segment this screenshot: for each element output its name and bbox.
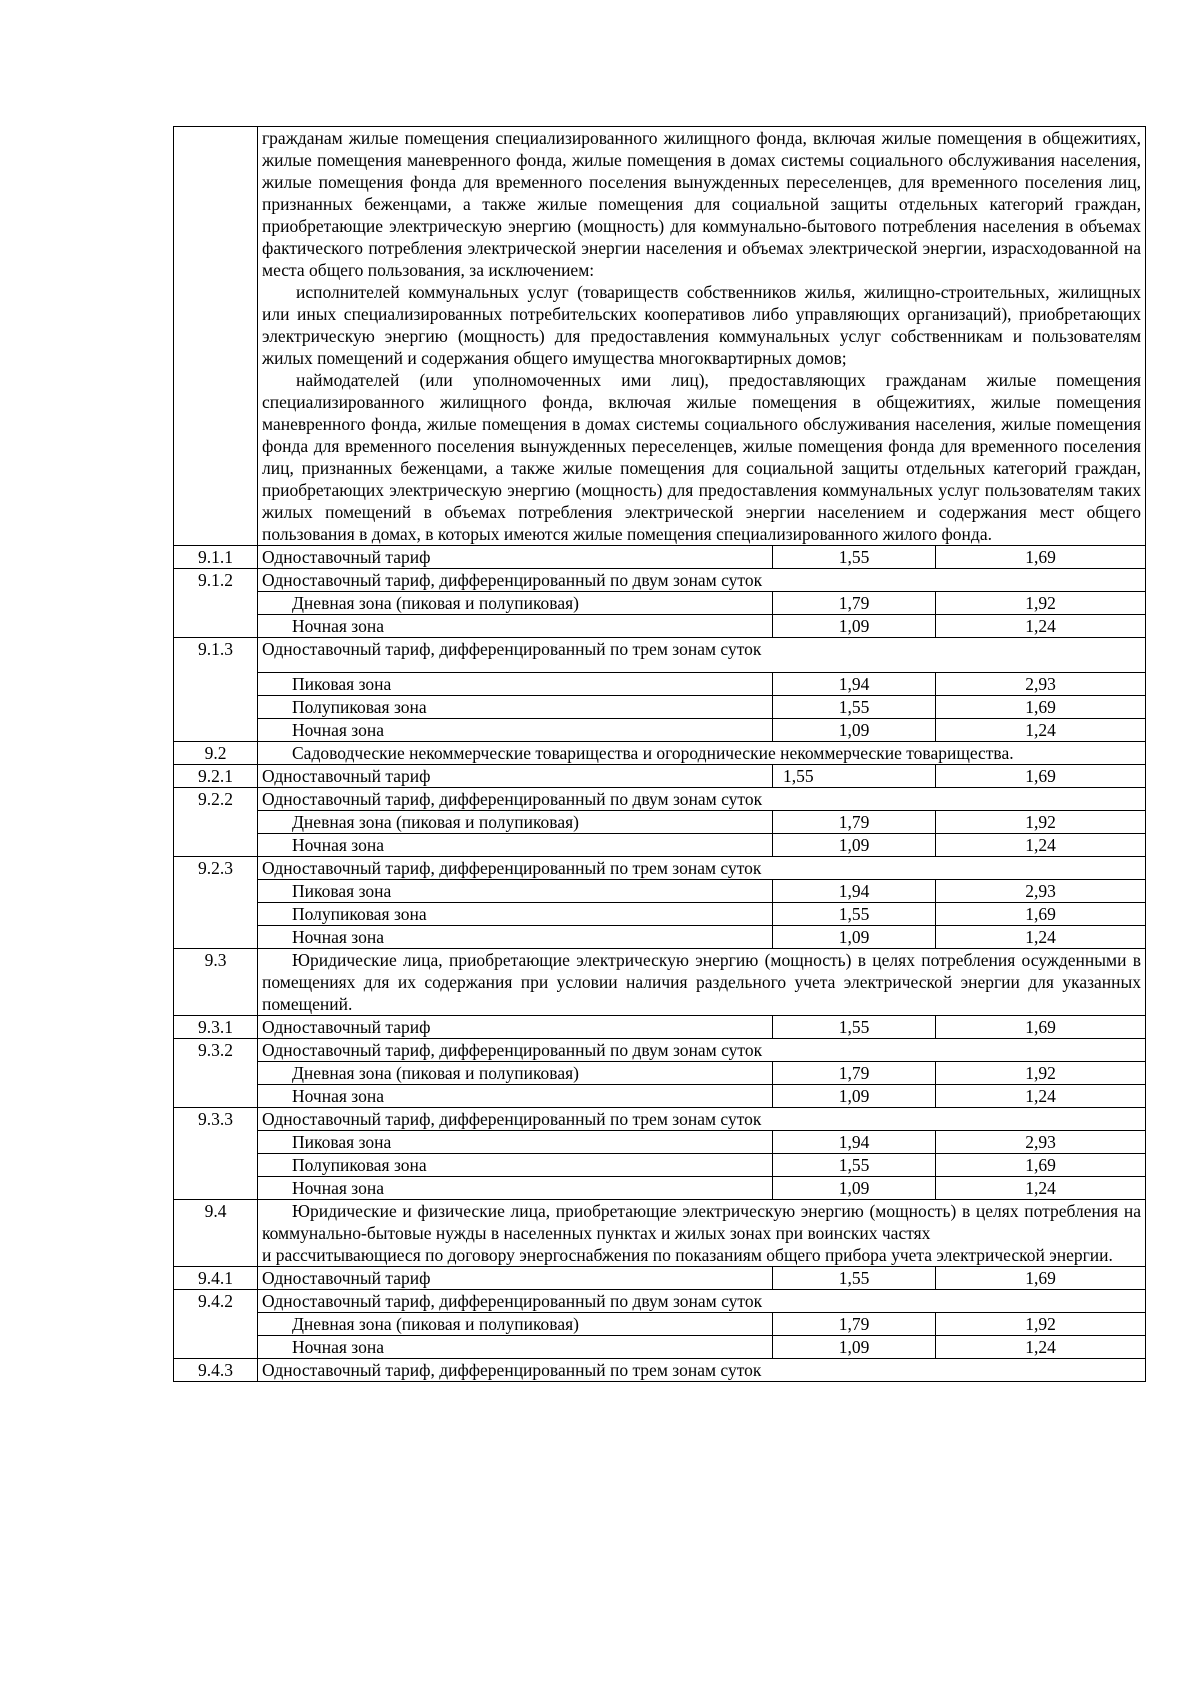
tariff-value: 1,09 (773, 719, 936, 742)
tariff-value: 1,09 (773, 834, 936, 857)
table-row (174, 1290, 1146, 1313)
table-row (174, 1359, 1146, 1382)
zone-name: Полупиковая зона (258, 903, 773, 926)
tariff-value: 1,79 (773, 811, 936, 834)
intro-paragraph: гражданам жилые помещения специализированного жилищного фонда, включая жилые помещения в общежитиях, жилые помещения маневренного фонда, жилые помещения в домах системы социального обслуживания населения, жилые помещения фонда для временного поселения вынужденных переселенцев, для временного поселения лиц, признанных беженцами, а также жилые помещения для социальной защиты отдельных категорий граждан, приобретающие электрическую энергию (мощность) для коммунально-бытового потребления населения в объемах фактического потребления электрической энергии населения и объемах электрической энергии, израсходованной на места общего пользования, за исключением: (262, 128, 1142, 280)
intro-text-cell (258, 127, 1146, 546)
tariff-value: 1,69 (936, 765, 1146, 788)
zone-name: Пиковая зона (258, 673, 773, 696)
zone-name: Пиковая зона (258, 880, 773, 903)
section-number: 9.3 (174, 949, 258, 1016)
table-row (174, 1177, 1146, 1200)
table-row-section (174, 742, 1146, 765)
table-row (174, 765, 1146, 788)
table-row (174, 834, 1146, 857)
tariff-value: 1,69 (936, 1267, 1146, 1290)
table-row (174, 615, 1146, 638)
section-title: Садоводческие некоммерческие товарищества и огороднические некоммерческие товарищества. (258, 742, 1146, 765)
row-number: 9.2.1 (174, 765, 258, 788)
row-number: 9.3.3 (174, 1108, 258, 1200)
tariff-name: Одноставочный тариф, дифференцированный по двум зонам суток (258, 569, 1146, 592)
tariff-value: 1,69 (936, 903, 1146, 926)
section-title-cell (258, 1200, 1146, 1267)
tariff-name: Одноставочный тариф, дифференцированный по трем зонам суток (258, 1108, 1146, 1131)
tariff-value: 1,69 (936, 1154, 1146, 1177)
tariff-value: 1,55 (773, 546, 936, 569)
row-number: 9.3.1 (174, 1016, 258, 1039)
tariff-name: Одноставочный тариф, дифференцированный по трем зонам суток (258, 1359, 1146, 1382)
tariff-value: 1,09 (773, 1177, 936, 1200)
table-row (174, 788, 1146, 811)
table-row (174, 719, 1146, 742)
table-row (174, 1267, 1146, 1290)
table-row (174, 673, 1146, 696)
intro-paragraph: наймодателей (или уполномоченных ими лиц), предоставляющих гражданам жилые помещения специализированного жилищного фонда, включая жилые помещения в общежитиях, жилые помещения маневренного фонда, жилые помещения в домах системы социального обслуживания населения, жилые помещения фонда для временного поселения вынужденных переселенцев, жилые помещения фонда для временного поселения лиц, признанных беженцами, а также жилые помещения для социальной защиты отдельных категорий граждан, приобретающих электрическую энергию (мощность) для предоставления коммунальных услуг пользователям таких жилых помещений в объемах потребления электрической энергии населением и содержания мест общего пользования в домах, в которых имеются жилые помещения специализированного жилого фонда. (262, 370, 1142, 544)
zone-name: Дневная зона (пиковая и полупиковая) (258, 1062, 773, 1085)
zone-name: Ночная зона (258, 1085, 773, 1108)
tariff-name: Одноставочный тариф, дифференцированный по двум зонам суток (258, 1290, 1146, 1313)
table-row (174, 1313, 1146, 1336)
table-row (174, 880, 1146, 903)
zone-name: Ночная зона (258, 1336, 773, 1359)
zone-name: Дневная зона (пиковая и полупиковая) (258, 811, 773, 834)
tariff-value: 1,94 (773, 880, 936, 903)
tariff-value: 1,92 (936, 592, 1146, 615)
tariff-value: 1,69 (936, 696, 1146, 719)
zone-name: Полупиковая зона (258, 696, 773, 719)
tariff-value: 1,24 (936, 1085, 1146, 1108)
tariff-value: 1,94 (773, 673, 936, 696)
zone-name: Дневная зона (пиковая и полупиковая) (258, 592, 773, 615)
tariff-name: Одноставочный тариф, дифференцированный по трем зонам суток (258, 857, 1146, 880)
row-number: 9.2.2 (174, 788, 258, 857)
zone-name: Дневная зона (пиковая и полупиковая) (258, 1313, 773, 1336)
row-number: 9.4.1 (174, 1267, 258, 1290)
table-row (174, 903, 1146, 926)
tariff-value: 1,55 (773, 1154, 936, 1177)
table-row (174, 696, 1146, 719)
zone-name: Ночная зона (258, 1177, 773, 1200)
table-row (174, 1039, 1146, 1062)
table-row (174, 811, 1146, 834)
tariff-value: 1,55 (773, 696, 936, 719)
zone-name: Пиковая зона (258, 1131, 773, 1154)
table-row (174, 926, 1146, 949)
tariff-value: 1,79 (773, 592, 936, 615)
tariff-value: 2,93 (936, 673, 1146, 696)
row-number: 9.2.3 (174, 857, 258, 949)
row-number: 9.1.1 (174, 546, 258, 569)
tariff-value: 1,69 (936, 546, 1146, 569)
tariff-value: 1,09 (773, 926, 936, 949)
tariff-value: 1,55 (773, 1016, 936, 1039)
section-title-continuation: и рассчитывающиеся по договору энергоснабжения по показаниям общего прибора учета электрической энергии. (262, 1245, 1113, 1265)
tariff-value: 1,79 (773, 1062, 936, 1085)
tariff-value: 1,55 (773, 1267, 936, 1290)
table-row-section (174, 1200, 1146, 1267)
table-row (174, 1131, 1146, 1154)
tariff-value: 1,55 (773, 765, 936, 788)
tariff-value: 1,79 (773, 1313, 936, 1336)
section-title: Юридические лица, приобретающие электрическую энергию (мощность) в целях потребления осужденными в помещениях для их содержания при условии наличия раздельного учета электрической энергии для указанных помещений. (258, 949, 1146, 1016)
section-number: 9.4 (174, 1200, 258, 1267)
zone-name: Ночная зона (258, 834, 773, 857)
tariff-value: 1,24 (936, 1177, 1146, 1200)
zone-name: Полупиковая зона (258, 1154, 773, 1177)
tariff-name: Одноставочный тариф (258, 546, 773, 569)
intro-paragraph: исполнителей коммунальных услуг (товариществ собственников жилья, жилищно-строительных, жилищных или иных специализированных потребительских кооперативов либо управляющих организаций), приобретающих электрическую энергию (мощность) для предоставления коммунальных услуг собственникам и пользователям жилых помещений и содержания общего имущества многоквартирных домов; (262, 282, 1142, 368)
table-row (174, 638, 1146, 673)
table-row-section (174, 949, 1146, 1016)
tariff-value: 1,55 (773, 903, 936, 926)
row-number: 9.1.2 (174, 569, 258, 638)
table-row (174, 1085, 1146, 1108)
table-row (174, 1108, 1146, 1131)
table-row (174, 569, 1146, 592)
tariff-name: Одноставочный тариф, дифференцированный по двум зонам суток (258, 1039, 1146, 1062)
row-number: 9.4.2 (174, 1290, 258, 1359)
tariff-value: 1,24 (936, 1336, 1146, 1359)
tariff-value: 1,09 (773, 615, 936, 638)
section-title: Юридические и физические лица, приобретающие электрическую энергию (мощность) в целях потребления на коммунально-бытовые нужды в населенных пунктах и жилых зонах при воинских частях (262, 1201, 1142, 1243)
tariff-value: 1,24 (936, 719, 1146, 742)
table-row (174, 1336, 1146, 1359)
tariff-value: 1,92 (936, 1313, 1146, 1336)
tariff-table (173, 126, 1146, 1382)
tariff-name: Одноставочный тариф, дифференцированный по трем зонам суток (258, 638, 1146, 673)
tariff-value: 1,24 (936, 615, 1146, 638)
table-row (174, 546, 1146, 569)
table-row (174, 857, 1146, 880)
tariff-name: Одноставочный тариф, дифференцированный по двум зонам суток (258, 788, 1146, 811)
tariff-value: 1,09 (773, 1085, 936, 1108)
row-number: 9.1.3 (174, 638, 258, 742)
zone-name: Ночная зона (258, 615, 773, 638)
tariff-value: 1,09 (773, 1336, 936, 1359)
table-row-intro (174, 127, 1146, 546)
tariff-name: Одноставочный тариф (258, 765, 773, 788)
row-number: 9.3.2 (174, 1039, 258, 1108)
tariff-name: Одноставочный тариф (258, 1267, 773, 1290)
tariff-value: 1,94 (773, 1131, 936, 1154)
tariff-value: 1,69 (936, 1016, 1146, 1039)
table-row (174, 592, 1146, 615)
tariff-value: 1,24 (936, 926, 1146, 949)
section-number: 9.2 (174, 742, 258, 765)
tariff-value: 1,92 (936, 811, 1146, 834)
tariff-name: Одноставочный тариф (258, 1016, 773, 1039)
table-row (174, 1016, 1146, 1039)
row-number: 9.4.3 (174, 1359, 258, 1382)
tariff-value: 2,93 (936, 880, 1146, 903)
tariff-value: 2,93 (936, 1131, 1146, 1154)
number-cell (174, 127, 258, 546)
table-row (174, 1154, 1146, 1177)
tariff-value: 1,24 (936, 834, 1146, 857)
zone-name: Ночная зона (258, 926, 773, 949)
tariff-value: 1,92 (936, 1062, 1146, 1085)
zone-name: Ночная зона (258, 719, 773, 742)
table-row (174, 1062, 1146, 1085)
